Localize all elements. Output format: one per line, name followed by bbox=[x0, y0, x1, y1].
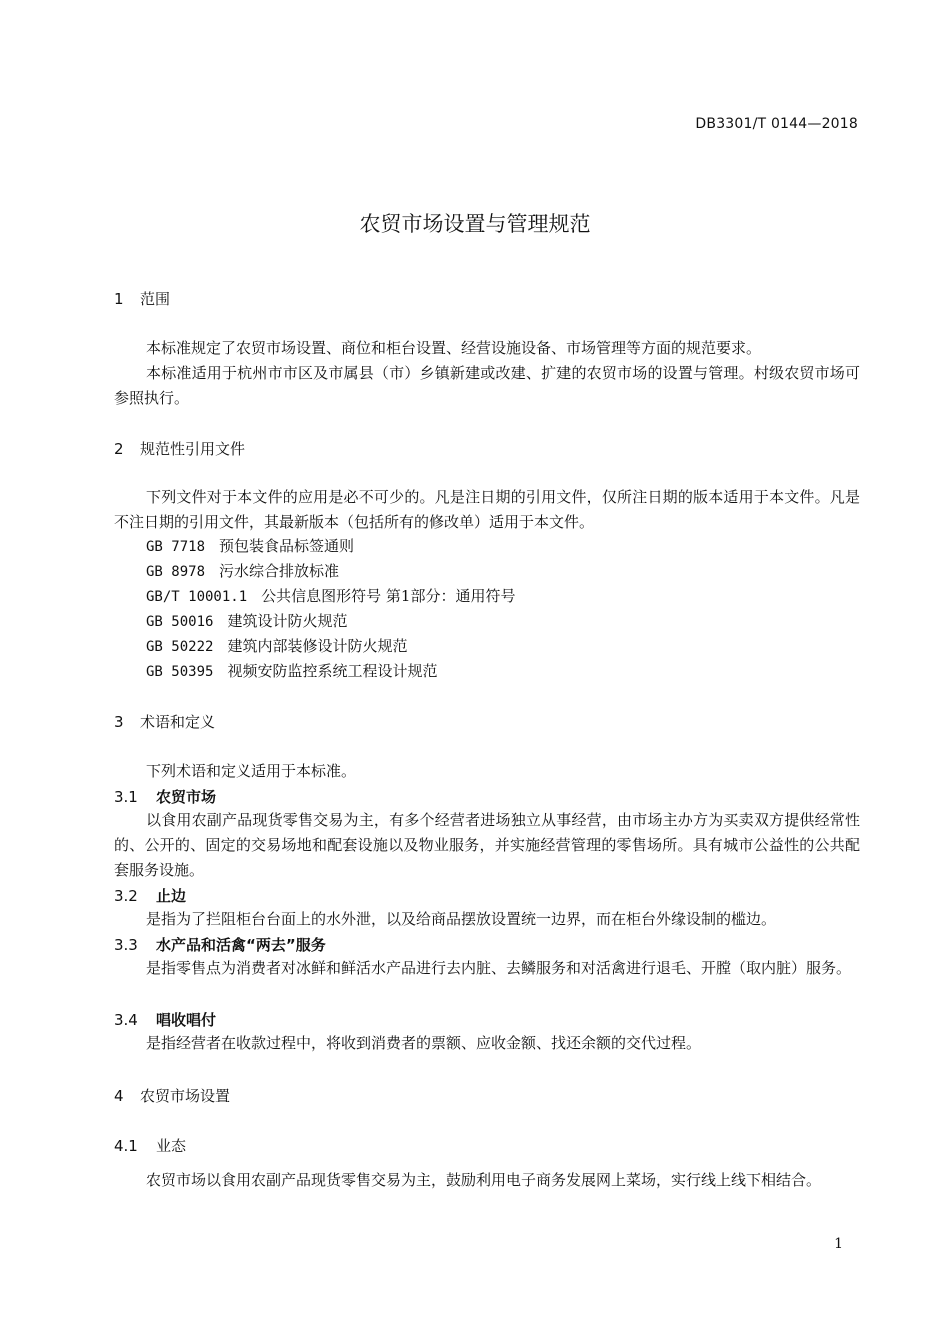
section-number: 3 bbox=[114, 713, 124, 731]
document-title: 农贸市场设置与管理规范 bbox=[359, 212, 591, 236]
subsection-4-1-paragraph: 农贸市场以食用农副产品现货零售交易为主，鼓励利用电子商务发展网上菜场，实行线上线下相结合。 bbox=[146, 1171, 822, 1189]
section-number: 4 bbox=[114, 1087, 124, 1105]
subsection-number: 4.1 bbox=[114, 1137, 138, 1155]
reference-code: GB 50016 bbox=[146, 614, 214, 630]
section-number: 1 bbox=[114, 290, 124, 308]
reference-title: 建筑设计防火规范 bbox=[227, 612, 348, 630]
section-title: 规范性引用文件 bbox=[140, 440, 246, 458]
subsection-title: 业态 bbox=[156, 1137, 187, 1155]
document-code: DB3301/T 0144—2018 bbox=[695, 116, 858, 132]
term-definition-3-4: 是指经营者在收款过程中，将收到消费者的票额、应收金额、找还余额的交代过程。 bbox=[146, 1034, 702, 1052]
reference-item bbox=[146, 560, 339, 581]
reference-title: 污水综合排放标准 bbox=[219, 562, 340, 580]
reference-title: 建筑内部装修设计防火规范 bbox=[227, 637, 408, 655]
term-title: 止边 bbox=[156, 887, 187, 905]
term-title: 水产品和活禽“两去”服务 bbox=[156, 936, 326, 954]
reference-code: GB 8978 bbox=[146, 564, 206, 580]
section-title: 农贸市场设置 bbox=[140, 1087, 231, 1105]
term-heading-3-2 bbox=[114, 885, 186, 906]
reference-title: 公共信息图形符号 第1部分：通用符号 bbox=[261, 587, 516, 605]
term-definition-3-3: 是指零售点为消费者对冰鲜和鲜活水产品进行去内脏、去鳞服务和对活禽进行退毛、开膛（取内脏）服务。 bbox=[146, 959, 852, 977]
reference-code: GB 7718 bbox=[146, 539, 206, 555]
section-4-heading bbox=[114, 1085, 230, 1106]
term-number: 3.3 bbox=[114, 936, 138, 954]
subsection-4-1-heading bbox=[114, 1135, 186, 1156]
term-title: 唱收唱付 bbox=[156, 1011, 217, 1029]
term-number: 3.1 bbox=[114, 788, 138, 806]
reference-title: 预包装食品标签通则 bbox=[219, 537, 355, 555]
term-title: 农贸市场 bbox=[156, 788, 217, 806]
page-number: 1 bbox=[834, 1236, 843, 1252]
term-definition-3-1: 以食用农副产品现货零售交易为主，有多个经营者进场独立从事经营，由市场主办方为买卖双方提供经常性的、公开的、固定的交易场地和配套设施以及物业服务，并实施经营管理的零售场所。具有城市公益性的公共配套服务设施。 bbox=[114, 811, 860, 879]
section-2-heading bbox=[114, 438, 245, 459]
section-1-paragraph-2: 本标准适用于杭州市市区及市属县（市）乡镇新建或改建、扩建的农贸市场的设置与管理。村级农贸市场可参照执行。 bbox=[114, 364, 860, 407]
term-definition-3-2: 是指为了拦阻柜台台面上的水外泄，以及给商品摆放设置统一边界，而在柜台外缘设制的槛边。 bbox=[146, 910, 777, 928]
reference-item bbox=[146, 585, 515, 606]
reference-code: GB 50222 bbox=[146, 639, 214, 655]
section-title: 术语和定义 bbox=[140, 713, 216, 731]
section-number: 2 bbox=[114, 440, 124, 458]
reference-item bbox=[146, 635, 407, 656]
section-1-heading bbox=[114, 288, 170, 309]
reference-item bbox=[146, 610, 347, 631]
reference-code: GB/T 10001.1 bbox=[146, 589, 248, 605]
term-heading-3-3 bbox=[114, 934, 326, 955]
section-2-paragraph-1: 下列文件对于本文件的应用是必不可少的。凡是注日期的引用文件，仅所注日期的版本适用于本文件。凡是不注日期的引用文件，其最新版本（包括所有的修改单）适用于本文件。 bbox=[114, 488, 860, 531]
reference-item bbox=[146, 660, 437, 681]
section-title: 范围 bbox=[140, 290, 171, 308]
reference-item bbox=[146, 535, 354, 556]
term-heading-3-1 bbox=[114, 786, 216, 807]
reference-code: GB 50395 bbox=[146, 664, 214, 680]
section-3-paragraph-1: 下列术语和定义适用于本标准。 bbox=[146, 762, 357, 780]
term-number: 3.2 bbox=[114, 887, 138, 905]
term-heading-3-4 bbox=[114, 1009, 216, 1030]
section-3-heading bbox=[114, 711, 215, 732]
term-number: 3.4 bbox=[114, 1011, 138, 1029]
reference-title: 视频安防监控系统工程设计规范 bbox=[227, 662, 438, 680]
section-1-paragraph-1: 本标准规定了农贸市场设置、商位和柜台设置、经营设施设备、市场管理等方面的规范要求。 bbox=[146, 339, 762, 357]
